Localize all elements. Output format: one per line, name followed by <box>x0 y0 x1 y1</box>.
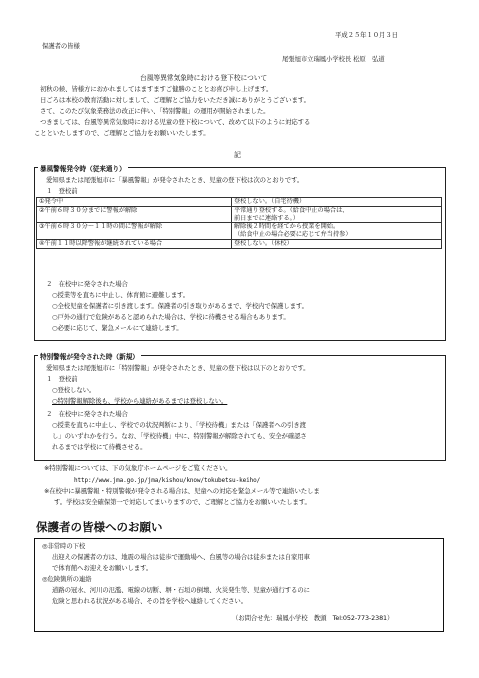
intro-line: 初秋の候、皆様方におかれましてはますますご健勝のこととお喜び申し上げます。 <box>40 85 273 93</box>
parents-item: で体育館へお迎えをお願いします。 <box>52 564 153 572</box>
parents-item: 出迎えの保護者の方は、地震の場合は徒歩で運動場へ、台風等の場合は徒歩または自家用車 <box>52 553 310 561</box>
storm-lead: 愛知県または尾張旭市に「暴風警報」が発令されたとき、児童の登下校は次のとおりです。 <box>46 176 304 184</box>
contact-info: （お問合せ先：瑞鳳小学校 教頭 Tel:052-773-2381） <box>232 614 394 622</box>
special-item: ○特別警報解除後も、学校から連絡があるまでは登校しない。 <box>52 397 228 405</box>
table-row <box>37 239 442 248</box>
special-line: ○授業を直ちに中止し、学校での状況判断により、「学校待機」または「保護者への引き渡 <box>52 421 306 429</box>
intro-line: 日ごろは本校の教育活動に対しまして、ご理解とご協力をいただき誠にありがとうございます。 <box>40 96 310 104</box>
cell-condition: ④午前１１時以降警報が継続されている場合 <box>37 239 232 248</box>
parents-item: ◎危険箇所の連絡 <box>42 575 92 583</box>
special-lead: 愛知県または尾張旭市に「特別警報」が発令されたとき、児童の登下校は以下のとおりです。 <box>46 364 310 372</box>
cell-condition: ①発令中 <box>37 198 232 207</box>
table-row <box>37 198 442 207</box>
parents-heading: 保護者の皆様へのお願い <box>36 520 163 534</box>
storm-item: ○授業等を直ちに中止し、体育館に避難します。 <box>52 291 190 299</box>
note-line: す。学校は安全確保第一で対応してまいりますので、ご理解とご協力をお願いいたします。 <box>54 498 311 506</box>
parents-item: ◎非常時の下校 <box>42 542 86 550</box>
special-heading: 特別警報が発令された時（新規） <box>40 353 139 361</box>
storm-item: ○戸外の通行で危険があると認められた場合は、学校に待機させる場合もあります。 <box>52 313 290 321</box>
cell-action: 平常通り登校する。（給食中止の場合は、 前日までに連絡する。） <box>232 206 442 223</box>
storm-before-school: １ 登校前 <box>46 187 78 195</box>
jma-url[interactable]: http://www.jma.go.jp/jma/kishou/know/tokubetsu-keiho/ <box>74 477 261 484</box>
document-title: 台風等異常気象時における登下校について <box>140 74 268 82</box>
storm-item: ○全校児童を保護者に引き渡します。保護者の引き取りがあるまで、学校内で保護します。 <box>52 302 308 310</box>
addressee: 保護者の皆様 <box>42 42 80 50</box>
special-line: し」のいずれかを行う。なお、「学校待機」中に、特別警報が解除されても、安全が確認さ <box>52 432 307 440</box>
cell-action: 登校しない。（自宅待機） <box>232 198 442 207</box>
special-line: れるまでは学校にて待機させる。 <box>52 443 147 451</box>
storm-in-school: ２ 在校中に発令された場合 <box>46 280 128 288</box>
date: 平成２５年１０月３日 <box>335 31 398 39</box>
storm-item: ○必要に応じて、緊急メールにて連絡します。 <box>52 324 183 332</box>
cell-action: 解除後２時間を経てから授業を開始。 （給食中止の場合必要に応じて弁当持参） <box>232 223 442 240</box>
special-before-school: １ 登校前 <box>46 375 78 383</box>
parents-item: 危険と思われる状況がある場合、その旨を学校へ連絡してください。 <box>52 597 248 605</box>
note-line: ※在校中に暴風警報・特別警報が発令される場合は、児童への対応を緊急メール等で連絡いたしま <box>44 487 320 495</box>
storm-heading: 暴風警報発令時（従来通り） <box>40 165 126 173</box>
table-row <box>37 206 442 223</box>
cell-condition: ②午前６時３０分までに警報が解除 <box>37 206 232 223</box>
intro-line: さて、このたび気象業務法の改正に伴い、「特別警報」の運用が開始されました。 <box>40 107 270 115</box>
note-line: ※特別警報については、下の気象庁ホームページをご覧ください。 <box>44 464 232 472</box>
cell-action: 登校しない。（休校） <box>232 239 442 248</box>
special-item: ○登校しない。 <box>52 386 96 394</box>
ki-mark: 記 <box>234 151 241 159</box>
intro-line: つきましては、台風等異常気象時における児童の登下校について、改めて以下のように対応する <box>40 118 311 126</box>
storm-table <box>36 197 442 249</box>
table-row <box>37 223 442 240</box>
intro-line: ことといたしますので、ご理解とご協力をお願いいたします。 <box>34 129 210 137</box>
parents-item: 道路の冠水、河川の氾濫、電線の切断、塀・石垣の倒壊、火災発生等、児童が通行するのに <box>52 586 310 594</box>
cell-condition: ③午前６時３０分～１１時の間に警報が解除 <box>37 223 232 240</box>
special-in-school: ２ 在校中に発令された場合 <box>46 410 128 418</box>
sender: 尾張旭市立瑞鳳小学校長 松原 弘道 <box>282 55 385 63</box>
